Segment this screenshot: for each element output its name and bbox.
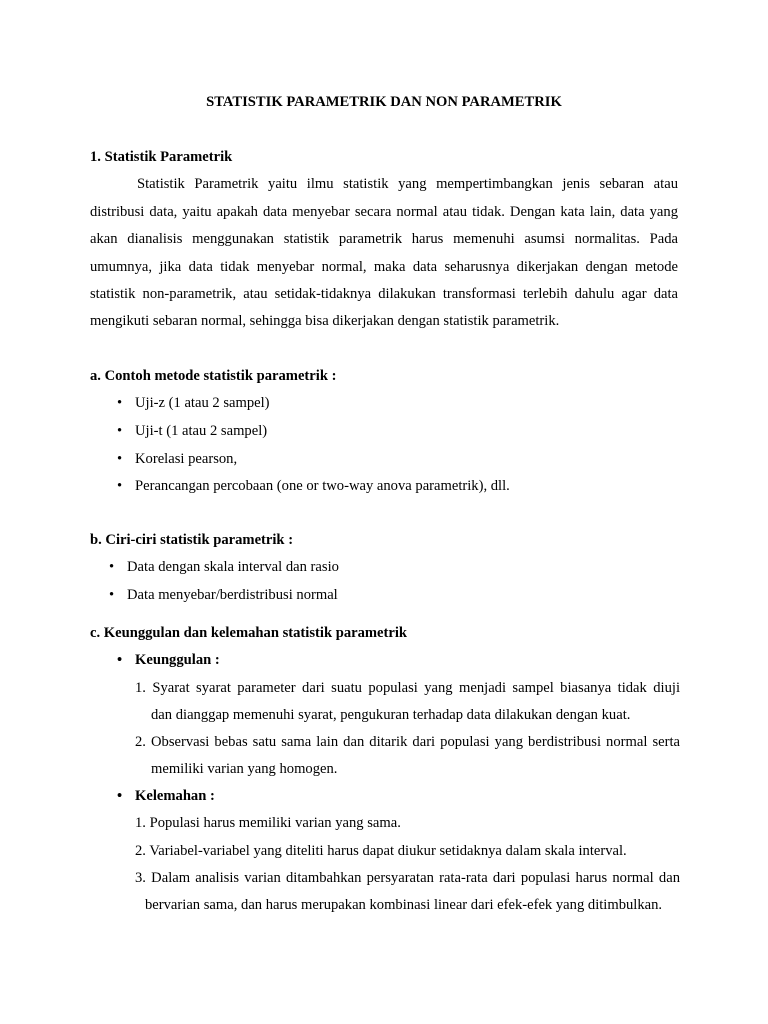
bullet-icon: • [117, 395, 123, 411]
list-item [109, 558, 339, 576]
paragraph-line: mengikuti sebaran normal, sehingga bisa dikerjakan dengan statistik parametrik. [90, 313, 560, 329]
kelemahan-line: 2. Variabel-variabel yang diteliti harus dapat diukur setidaknya dalam skala interval. [135, 843, 627, 859]
section-b-heading: b. Ciri-ciri statistik parametrik : [90, 532, 294, 548]
page-title: STATISTIK PARAMETRIK DAN NON PARAMETRIK [206, 94, 562, 110]
bullet-icon: • [117, 652, 123, 668]
paragraph-line: distribusi data, yaitu apakah data menyebar secara normal atau tidak. Dengan kata lain, data yang [90, 204, 678, 220]
paragraph-line: Statistik Parametrik yaitu ilmu statistik yang mempertimbangkan jenis sebaran atau [137, 176, 678, 192]
section-a-heading: a. Contoh metode statistik parametrik : [90, 368, 337, 384]
paragraph-line: statistik non-parametrik, atau setidak-tidaknya dilakukan transformasi terlebih dahulu agar data [90, 286, 678, 302]
bullet-icon: • [109, 559, 115, 575]
kelemahan-line: 1. Populasi harus memiliki varian yang sama. [135, 815, 401, 831]
list-item-text: Uji-t (1 atau 2 sampel) [135, 423, 268, 439]
section-1-heading: 1. Statistik Parametrik [90, 149, 233, 165]
keunggulan-line: memiliki varian yang homogen. [151, 761, 338, 777]
paragraph-line: akan dianalisis menggunakan statistik parametrik harus memenuhi asumsi normalitas. Pada [90, 231, 678, 247]
kelemahan-line: bervarian sama, dan harus merupakan kombinasi linear dari efek-efek yang ditimbulkan. [145, 897, 663, 913]
bullet-icon: • [117, 451, 123, 467]
kelemahan-heading [117, 787, 215, 805]
paragraph-line: umumnya, jika data tidak menyebar normal, maka data seharusnya dikerjakan dengan metode [90, 259, 678, 275]
list-item-text: Uji-z (1 atau 2 sampel) [135, 395, 270, 411]
keunggulan-line: dan dianggap memenuhi syarat, pengukuran terhadap data dilakukan dengan kuat. [151, 707, 631, 723]
list-item [117, 477, 510, 495]
list-item-text: Korelasi pearson, [135, 451, 238, 467]
list-item [117, 450, 237, 468]
list-item-text: Perancangan percobaan (one or two-way anova parametrik), dll. [135, 478, 510, 494]
kelemahan-line: 3. Dalam analisis varian ditambahkan persyaratan rata-rata dari populasi harus normal dan [135, 870, 680, 886]
list-item [109, 586, 338, 604]
bullet-icon: • [117, 423, 123, 439]
keunggulan-heading [117, 651, 220, 669]
kelemahan-label: Kelemahan : [135, 788, 215, 804]
list-item-text: Data menyebar/berdistribusi normal [127, 587, 338, 603]
bullet-icon: • [117, 478, 123, 494]
bullet-icon: • [117, 788, 123, 804]
section-c-heading: c. Keunggulan dan kelemahan statistik parametrik [90, 625, 408, 641]
bullet-icon: • [109, 587, 115, 603]
list-item-text: Data dengan skala interval dan rasio [127, 559, 339, 575]
list-item [117, 394, 270, 412]
list-item [117, 422, 267, 440]
keunggulan-line: 2. Observasi bebas satu sama lain dan ditarik dari populasi yang berdistribusi normal serta [135, 734, 680, 750]
keunggulan-label: Keunggulan : [135, 652, 220, 668]
keunggulan-line: 1. Syarat syarat parameter dari suatu populasi yang menjadi sampel biasanya tidak diuji [135, 680, 680, 696]
